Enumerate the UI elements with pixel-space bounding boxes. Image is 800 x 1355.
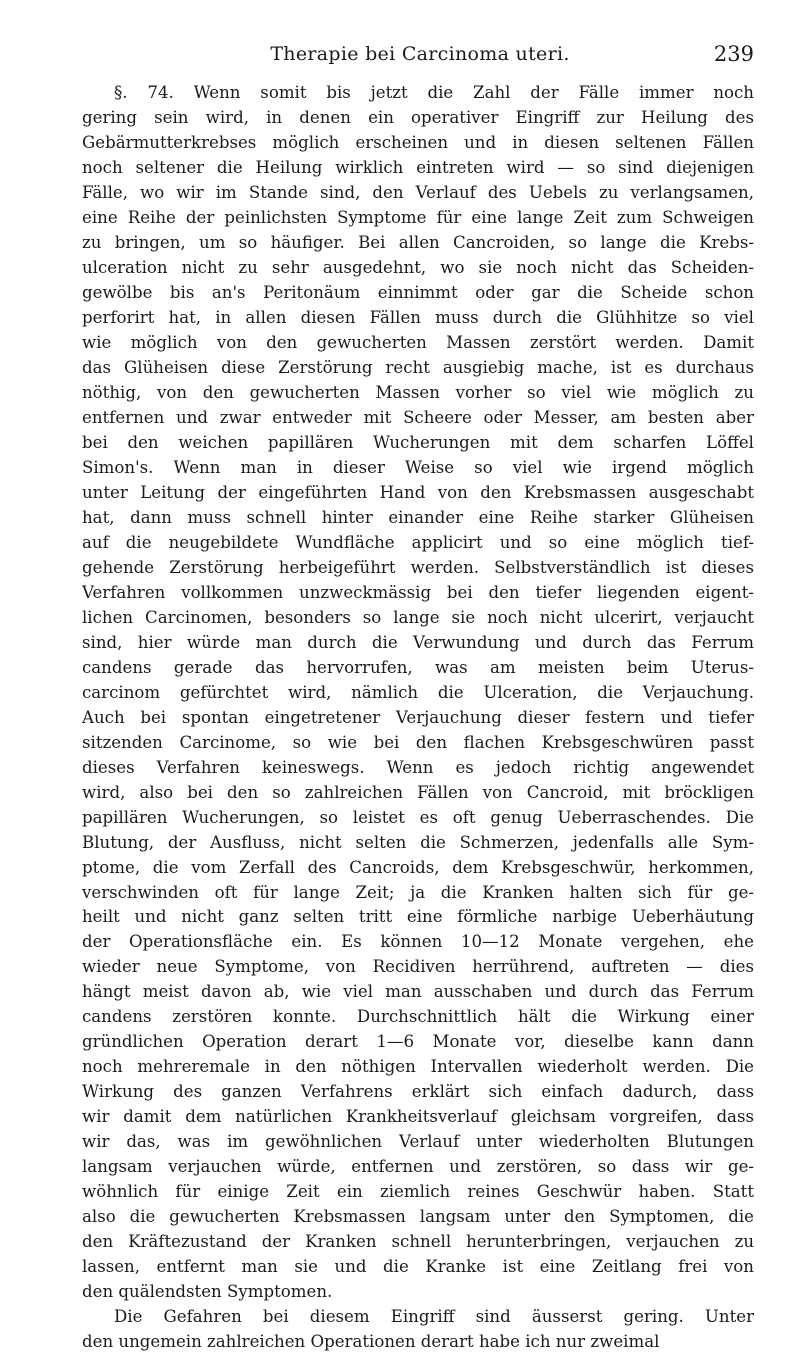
text-line: noch seltener die Heilung wirklich eintreten wird — so sind diejenigen (82, 157, 754, 177)
text-line: candens zerstören konnte. Durchschnittlich hält die Wirkung einer (82, 1007, 754, 1027)
text-line: langsam verjauchen würde, entfernen und zerstören, so dass wir ge- (82, 1157, 754, 1177)
text-line: zu bringen, um so häufiger. Bei allen Cancroiden, so lange die Krebs- (82, 232, 754, 252)
text-line: wird, also bei den so zahlreichen Fällen von Cancroid, mit bröckligen (82, 782, 754, 802)
text-line: lichen Carcinomen, besonders so lange sie noch nicht ulcerirt, verjaucht (82, 607, 754, 627)
text-line: Simon's. Wenn man in dieser Weise so viel wie irgend möglich (82, 457, 754, 477)
text-line: den quälendsten Symptomen. (82, 1282, 333, 1302)
text-line: wir damit dem natürlichen Krankheitsverlauf gleichsam vorgreifen, dass (82, 1107, 754, 1127)
text-line: gründlichen Operation derart 1—6 Monate vor, dieselbe kann dann (82, 1032, 754, 1052)
text-line: wir das, was im gewöhnlichen Verlauf unter wiederholten Blutungen (82, 1132, 754, 1152)
paragraph (82, 1305, 754, 1355)
text-line: auf die neugebildete Wundfläche applicirt und so eine möglich tief- (82, 532, 754, 552)
text-line: gehende Zerstörung herbeigeführt werden. Selbstverständlich ist dieses (82, 557, 754, 577)
text-line: §. 74. Wenn somit bis jetzt die Zahl der Fälle immer noch (114, 83, 754, 102)
text-line: unter Leitung der eingeführten Hand von den Krebsmassen ausgeschabt (82, 482, 754, 502)
text-line: den Kräftezustand der Kranken schnell herunterbringen, verjauchen zu (82, 1232, 754, 1252)
text-line: wieder neue Symptome, von Recidiven herrührend, auftreten — dies (82, 957, 754, 977)
text-line: sitzenden Carcinome, so wie bei den flachen Krebsgeschwüren passt (82, 732, 754, 752)
text-line: ulceration nicht zu sehr ausgedehnt, wo sie noch nicht das Scheiden- (82, 257, 754, 277)
text-line: gering sein wird, in denen ein operativer Eingriff zur Heilung des (82, 107, 754, 127)
text-line: den ungemein zahlreichen Operationen derart habe ich nur zweimal (82, 1332, 660, 1352)
text-line: sind, hier würde man durch die Verwundung und durch das Ferrum (82, 632, 754, 652)
text-line: eine Reihe der peinlichsten Symptome für eine lange Zeit zum Schweigen (82, 207, 754, 227)
text-line: carcinom gefürchtet wird, nämlich die Ulceration, die Verjauchung. (82, 682, 754, 702)
text-line: lassen, entfernt man sie und die Kranke ist eine Zeitlang frei von (82, 1257, 754, 1277)
text-line: das Glüheisen diese Zerstörung recht ausgiebig mache, ist es durchaus (82, 357, 754, 377)
text-line: ptome, die vom Zerfall des Cancroids, dem Krebsgeschwür, herkommen, (82, 857, 754, 877)
page-number: 239 (713, 42, 754, 66)
text-line: noch mehreremale in den nöthigen Intervallen wiederholt werden. Die (82, 1057, 754, 1077)
text-line: Verfahren vollkommen unzweckmässig bei den tiefer liegenden eigent- (82, 582, 754, 602)
text-line: nöthig, von den gewucherten Massen vorher so viel wie möglich zu (82, 382, 754, 402)
text-line: Wirkung des ganzen Verfahrens erklärt sich einfach dadurch, dass (82, 1082, 754, 1102)
text-line: wöhnlich für einige Zeit ein ziemlich reines Geschwür haben. Statt (82, 1182, 754, 1202)
text-line: papillären Wucherungen, so leistet es oft genug Ueberraschendes. Die (82, 807, 754, 827)
text-line: hängt meist davon ab, wie viel man ausschaben und durch das Ferrum (82, 982, 754, 1002)
running-title: Therapie bei Carcinoma uteri. (270, 43, 570, 65)
text-line: Gebärmutterkrebses möglich erscheinen und in diesen seltenen Fällen (82, 132, 754, 152)
text-line: wie möglich von den gewucherten Massen zerstört werden. Damit (82, 332, 754, 352)
text-line: Die Gefahren bei diesem Eingriff sind äusserst gering. Unter (114, 1307, 754, 1327)
text-line: der Operationsfläche ein. Es können 10—12 Monate vergehen, ehe (82, 932, 754, 952)
text-line: heilt und nicht ganz selten tritt eine förmliche narbige Ueberhäutung (82, 907, 754, 927)
text-line: Auch bei spontan eingetretener Verjauchung dieser festern und tiefer (82, 707, 754, 727)
text-line: also die gewucherten Krebsmassen langsam unter den Symptomen, die (82, 1207, 754, 1227)
paragraph (82, 81, 754, 1305)
text-line: candens gerade das hervorrufen, was am meisten beim Uterus- (82, 657, 754, 677)
text-line: entfernen und zwar entweder mit Scheere oder Messer, am besten aber (82, 407, 754, 427)
text-line: perforirt hat, in allen diesen Fällen muss durch die Glühhitze so viel (82, 307, 754, 327)
text-line: dieses Verfahren keineswegs. Wenn es jedoch richtig angewendet (82, 757, 754, 777)
text-line: bei den weichen papillären Wucherungen mit dem scharfen Löffel (82, 432, 754, 452)
text-line: Blutung, der Ausfluss, nicht selten die Schmerzen, jedenfalls alle Sym- (82, 832, 754, 852)
text-line: gewölbe bis an's Peritonäum einnimmt oder gar die Scheide schon (82, 282, 754, 302)
text-line: Fälle, wo wir im Stande sind, den Verlauf des Uebels zu verlangsamen, (82, 182, 754, 202)
text-line: hat, dann muss schnell hinter einander eine Reihe starker Glüheisen (82, 507, 754, 527)
running-head (80, 40, 760, 68)
body-text (82, 81, 754, 1355)
text-line: verschwinden oft für lange Zeit; ja die Kranken halten sich für ge- (82, 882, 754, 902)
